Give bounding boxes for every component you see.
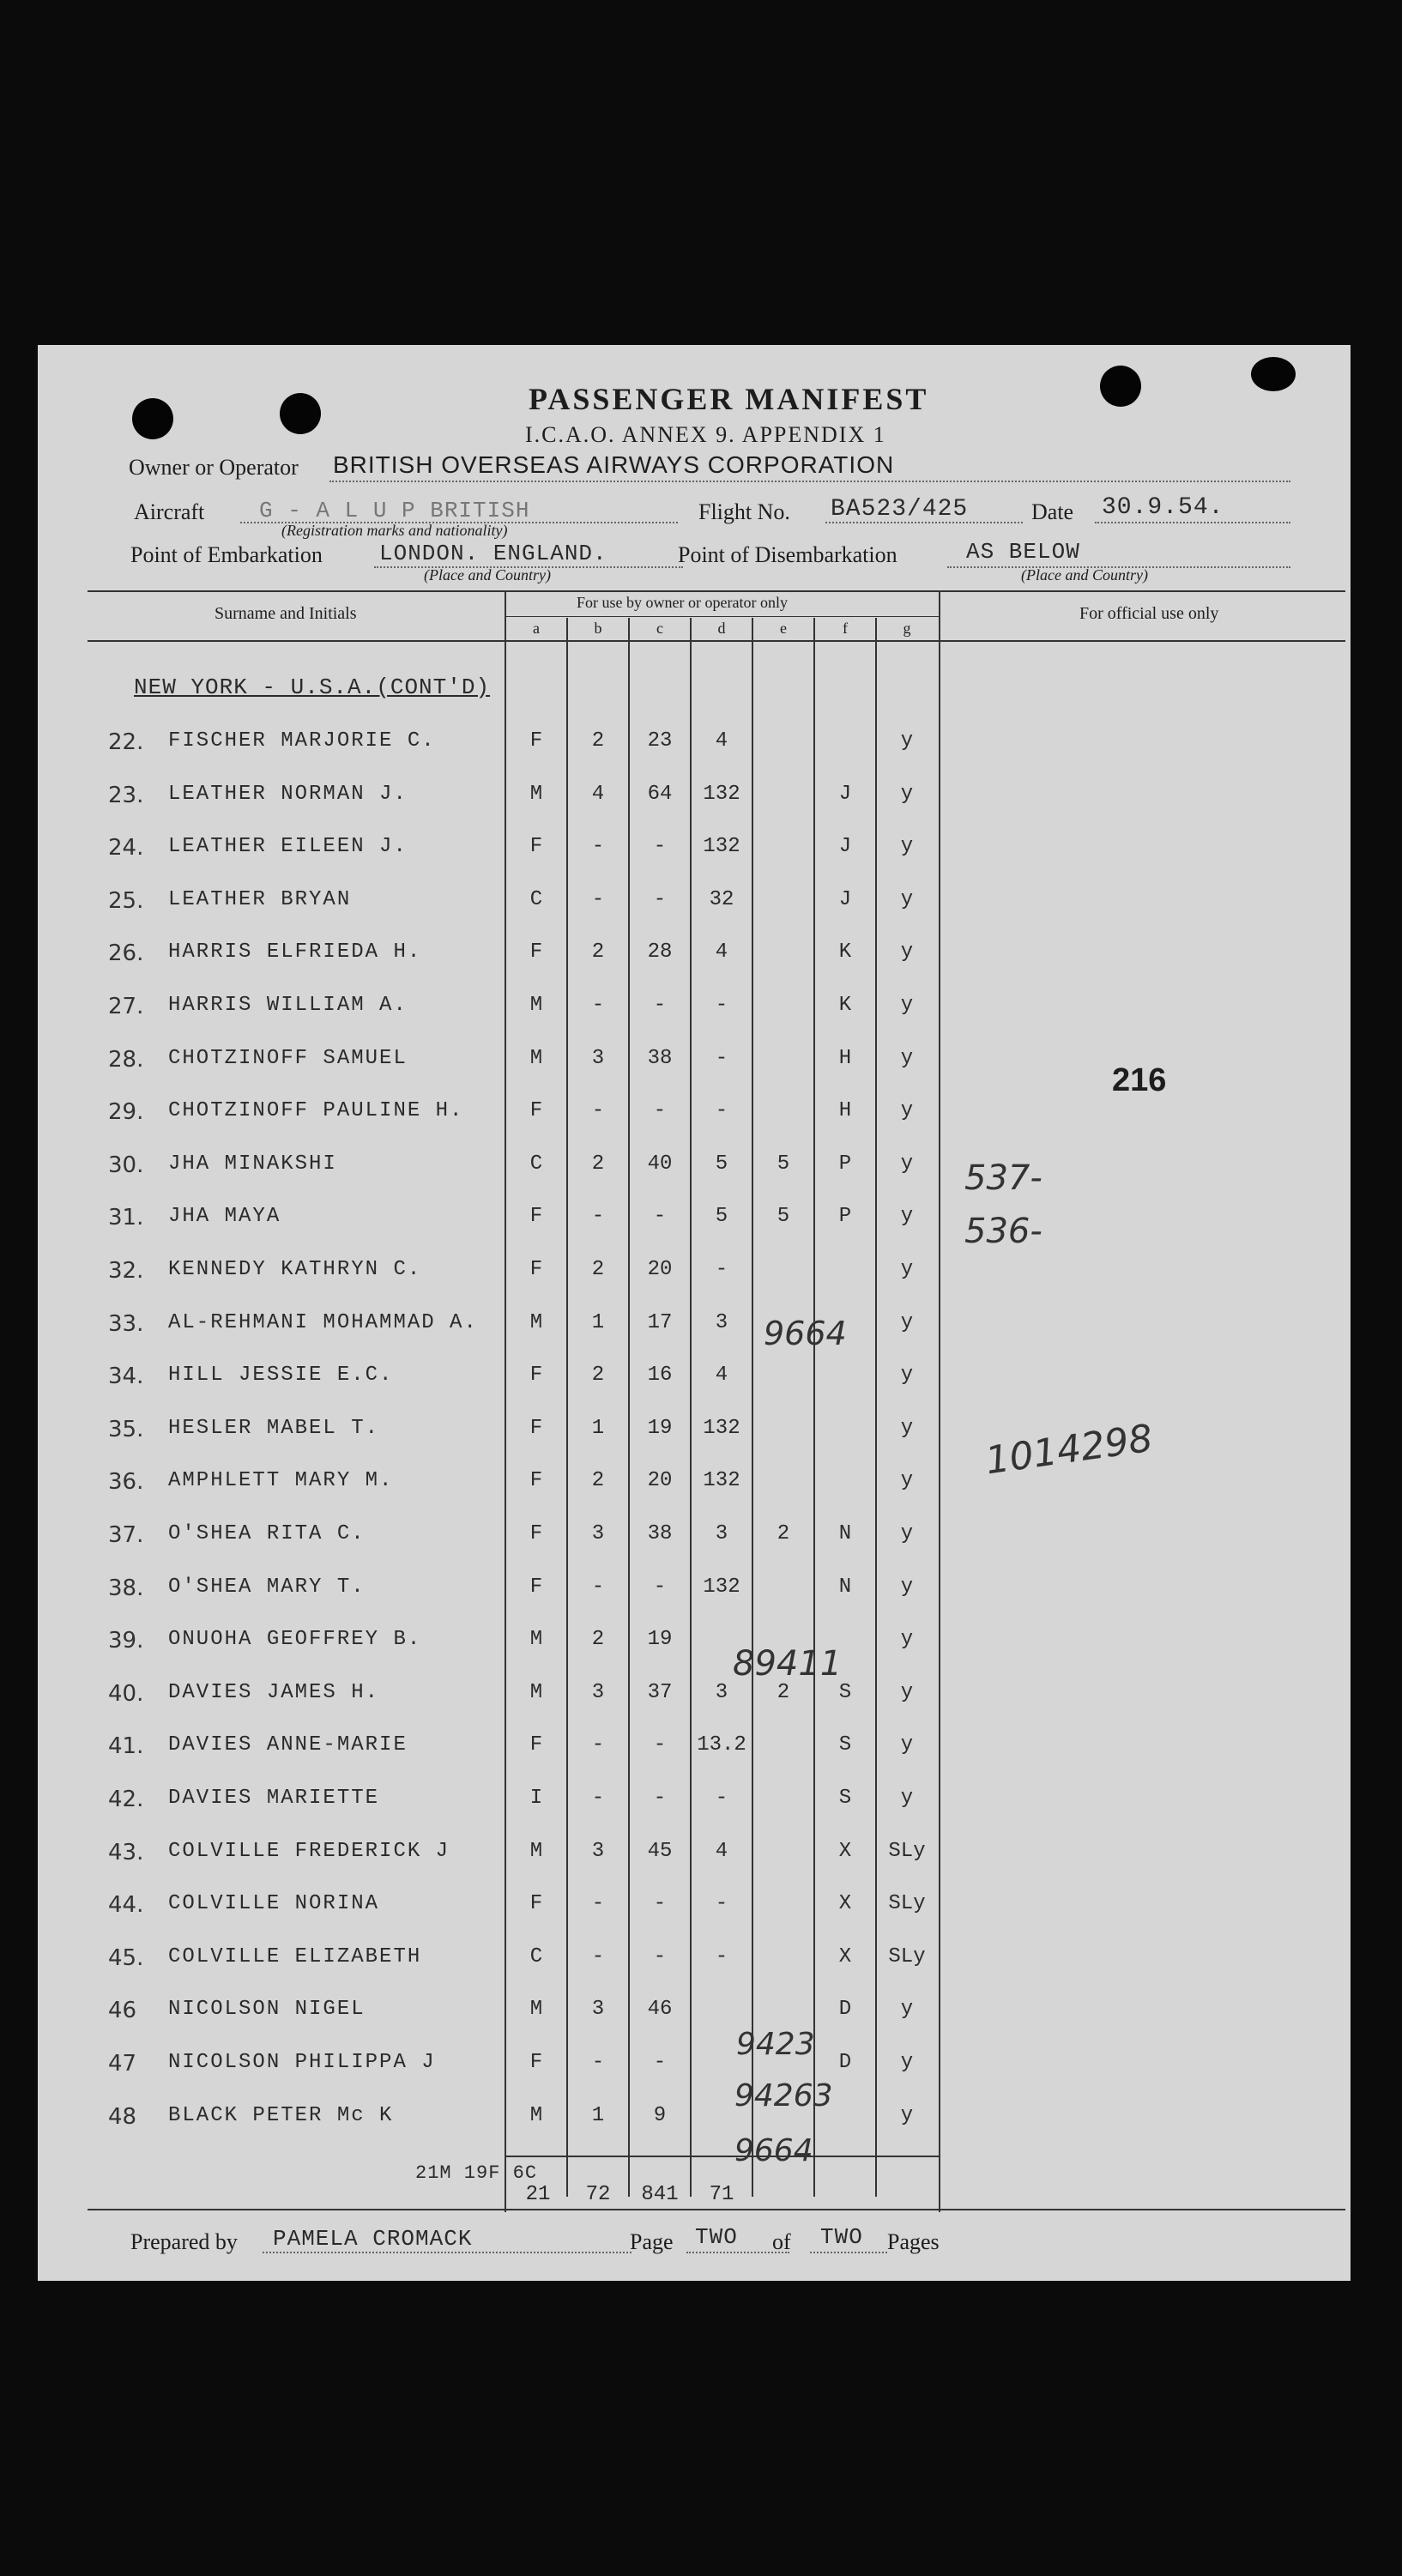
embarkation-value: LONDON. ENGLAND. — [379, 541, 607, 566]
cell-b: 3 — [591, 1046, 605, 1070]
cell-b: - — [591, 1733, 605, 1757]
cell-c: 19 — [647, 1416, 673, 1440]
row-number: 47 — [108, 2051, 137, 2077]
cell-b: - — [591, 1892, 605, 1916]
subcol-a: a — [533, 620, 540, 637]
cell-d: 3 — [715, 1680, 728, 1704]
passenger-name: O'SHEA MARY T. — [168, 1575, 366, 1599]
cell-f: D — [838, 1998, 852, 2022]
cell-d: - — [715, 1944, 728, 1968]
cell-g: y — [900, 782, 914, 806]
row-number: 30. — [108, 1152, 144, 1178]
cell-b: 2 — [591, 1364, 605, 1388]
disembarkation-line — [947, 566, 1290, 568]
passenger-name: LEATHER EILEEN J. — [168, 835, 408, 859]
cell-g: y — [900, 1575, 914, 1599]
cell-d: 4 — [715, 1364, 728, 1388]
passenger-name: COLVILLE FREDERICK J — [168, 1839, 450, 1863]
date-line — [1095, 522, 1290, 523]
cell-b: - — [591, 835, 605, 859]
cell-b: 1 — [591, 2103, 605, 2127]
total-b: 72 — [585, 2183, 611, 2206]
cell-b: 3 — [591, 1839, 605, 1863]
subcol-f: f — [843, 620, 848, 637]
subcol-b: b — [594, 620, 602, 637]
cell-e: 5 — [777, 1205, 790, 1229]
cell-g: y — [900, 1628, 914, 1652]
cell-c: 64 — [647, 782, 673, 806]
cell-d: - — [715, 1046, 728, 1070]
cell-d: - — [715, 1099, 728, 1123]
cell-a: M — [529, 1680, 543, 1704]
cell-a: M — [529, 1628, 543, 1652]
cell-a: F — [529, 1892, 543, 1916]
cell-a: F — [529, 940, 543, 964]
disembarkation-note: (Place and Country) — [1021, 566, 1148, 584]
row-number: 34. — [108, 1364, 144, 1390]
totals-summary: 21M 19F 6C — [415, 2162, 538, 2184]
cell-g: y — [900, 1733, 914, 1757]
cell-b: 2 — [591, 1628, 605, 1652]
cell-b: 3 — [591, 1522, 605, 1545]
cell-d: 132 — [703, 1575, 740, 1599]
cell-c: 17 — [647, 1310, 673, 1334]
cell-c: 46 — [647, 1998, 673, 2022]
passenger-name: NICOLSON PHILIPPA J — [168, 2051, 436, 2074]
prepared-by-label: Prepared by — [130, 2229, 238, 2254]
page-title: PASSENGER MANIFEST — [529, 382, 929, 416]
row-number: 33. — [108, 1310, 144, 1337]
owner-use-header: For use by owner or operator only — [577, 594, 788, 611]
cell-f: X — [838, 1892, 852, 1916]
page-subtitle: I.C.A.O. ANNEX 9. APPENDIX 1 — [525, 422, 886, 447]
flight-line — [825, 522, 1023, 523]
cell-e: 5 — [777, 1152, 790, 1176]
cell-d: - — [715, 1258, 728, 1281]
passenger-name: HARRIS WILLIAM A. — [168, 994, 408, 1017]
cell-c: - — [653, 1733, 667, 1757]
manifest-sheet — [38, 345, 1351, 2281]
cell-c: 19 — [647, 1628, 673, 1652]
cell-g: y — [900, 994, 914, 1017]
cell-a: I — [529, 1787, 543, 1810]
row-number: 26. — [108, 940, 144, 967]
cell-c: - — [653, 835, 667, 859]
handwritten-note-47: 94263 — [734, 2078, 833, 2113]
cell-g: SLy — [888, 1944, 926, 1968]
table-top-border — [88, 590, 1345, 592]
cell-b: 2 — [591, 1152, 605, 1176]
footer-top-border — [88, 2209, 1345, 2210]
cell-f: D — [838, 2051, 852, 2074]
cell-f: S — [838, 1733, 852, 1757]
handwritten-note-39: 89411 — [733, 1644, 843, 1684]
row-number: 43. — [108, 1839, 144, 1865]
cell-f: S — [838, 1787, 852, 1810]
embarkation-label: Point of Embarkation — [130, 542, 323, 567]
cell-b: 4 — [591, 782, 605, 806]
embarkation-note: (Place and Country) — [424, 566, 551, 584]
passenger-name: COLVILLE NORINA — [168, 1892, 380, 1916]
cell-b: - — [591, 1099, 605, 1123]
cell-g: y — [900, 1998, 914, 2022]
cell-g: y — [900, 940, 914, 964]
passenger-name: KENNEDY KATHRYN C. — [168, 1258, 422, 1281]
cell-g: SLy — [888, 1892, 926, 1916]
row-number: 32. — [108, 1258, 144, 1284]
cell-f: S — [838, 1680, 852, 1704]
cell-c: - — [653, 1892, 667, 1916]
passenger-name: BLACK PETER Mc K — [168, 2103, 394, 2127]
row-number: 38. — [108, 1575, 144, 1601]
passenger-name: HARRIS ELFRIEDA H. — [168, 940, 422, 964]
date-value: 30.9.54. — [1102, 494, 1224, 521]
cell-g: y — [900, 1680, 914, 1704]
punch-hole-1 — [132, 398, 173, 439]
punch-hole-4 — [1251, 357, 1296, 391]
table-header-border — [88, 640, 1345, 642]
row-number: 37. — [108, 1522, 144, 1548]
cell-b: 2 — [591, 940, 605, 964]
punch-hole-2 — [280, 393, 321, 434]
handwritten-note-46: 9423 — [736, 2027, 815, 2062]
cell-a: M — [529, 2103, 543, 2127]
prepared-by-value: PAMELA CROMACK — [273, 2226, 473, 2252]
cell-c: - — [653, 887, 667, 911]
cell-e: 2 — [777, 1680, 790, 1704]
owner-value: BRITISH OVERSEAS AIRWAYS CORPORATION — [333, 451, 895, 478]
handwritten-note-31: 536- — [964, 1212, 1042, 1251]
cell-c: - — [653, 1575, 667, 1599]
cell-a: M — [529, 1839, 543, 1863]
cell-f: J — [838, 835, 852, 859]
passenger-name: ONUOHA GEOFFREY B. — [168, 1628, 422, 1652]
cell-f: P — [838, 1152, 852, 1176]
passenger-name: DAVIES JAMES H. — [168, 1680, 380, 1704]
cell-b: 2 — [591, 1469, 605, 1493]
cell-d: 4 — [715, 940, 728, 964]
totals-rule — [505, 2156, 940, 2157]
row-number: 22. — [108, 729, 144, 755]
aircraft-label: Aircraft — [134, 499, 205, 524]
cell-a: F — [529, 1205, 543, 1229]
cell-f: J — [838, 887, 852, 911]
cell-c: - — [653, 1944, 667, 1968]
row-number: 41. — [108, 1733, 144, 1760]
cell-b: - — [591, 2051, 605, 2074]
row-number: 39. — [108, 1628, 144, 1654]
cell-f: P — [838, 1205, 852, 1229]
cell-f: H — [838, 1046, 852, 1070]
cell-g: y — [900, 1046, 914, 1070]
section-heading: NEW YORK - U.S.A.(CONT'D) — [134, 674, 491, 700]
cell-d: 132 — [703, 835, 740, 859]
cell-b: 1 — [591, 1310, 605, 1334]
cell-a: F — [529, 1575, 543, 1599]
cell-g: y — [900, 1787, 914, 1810]
total-c: 841 — [641, 2183, 679, 2206]
cell-a: F — [529, 1258, 543, 1281]
cell-g: y — [900, 1205, 914, 1229]
page-label: Page — [630, 2229, 674, 2254]
of-label: of — [772, 2229, 791, 2254]
cell-a: F — [529, 1364, 543, 1388]
passenger-name: COLVILLE ELIZABETH — [168, 1944, 422, 1968]
prepared-by-line — [263, 2252, 632, 2253]
cell-f: J — [838, 782, 852, 806]
cell-b: 1 — [591, 1416, 605, 1440]
cell-b: 3 — [591, 1998, 605, 2022]
cell-a: F — [529, 1469, 543, 1493]
official-number: 216 — [1112, 1062, 1167, 1098]
passenger-name: JHA MINAKSHI — [168, 1152, 337, 1176]
cell-a: C — [529, 1944, 543, 1968]
cell-a: F — [529, 1416, 543, 1440]
row-number: 25. — [108, 887, 144, 914]
passenger-name: CHOTZINOFF SAMUEL — [168, 1046, 408, 1070]
total-a: 21 — [525, 2183, 551, 2206]
cell-e: 2 — [777, 1522, 790, 1545]
cell-c: - — [653, 2051, 667, 2074]
cell-b: - — [591, 994, 605, 1017]
official-use-header: For official use only — [1079, 604, 1219, 623]
aircraft-value: G - A L U P BRITISH — [259, 498, 530, 523]
column-divider-official — [939, 590, 940, 2212]
cell-b: - — [591, 887, 605, 911]
passenger-name: HILL JESSIE E.C. — [168, 1364, 394, 1388]
cell-b: 2 — [591, 1258, 605, 1281]
passenger-name: NICOLSON NIGEL — [168, 1998, 366, 2022]
passenger-name: O'SHEA RITA C. — [168, 1522, 366, 1545]
cell-d: 132 — [703, 782, 740, 806]
cell-f: K — [838, 994, 852, 1017]
row-number: 44. — [108, 1892, 144, 1919]
cell-b: - — [591, 1944, 605, 1968]
embarkation-line — [374, 566, 683, 568]
cell-a: C — [529, 887, 543, 911]
handwritten-note-33: 9664 — [764, 1315, 847, 1352]
cell-c: - — [653, 1787, 667, 1810]
row-number: 36. — [108, 1469, 144, 1496]
row-number: 28. — [108, 1046, 144, 1073]
cell-c: 23 — [647, 729, 673, 753]
cell-d: 3 — [715, 1522, 728, 1545]
cell-g: y — [900, 1099, 914, 1123]
handwritten-note-48: 9664 — [734, 2133, 813, 2168]
cell-c: 16 — [647, 1364, 673, 1388]
cell-a: M — [529, 1310, 543, 1334]
owner-line — [329, 481, 1290, 482]
cell-a: M — [529, 1046, 543, 1070]
handwritten-note-35: 1014298 — [982, 1416, 1156, 1484]
subcol-g: g — [903, 620, 911, 637]
cell-b: - — [591, 1575, 605, 1599]
cell-d: - — [715, 1892, 728, 1916]
disembarkation-label: Point of Disembarkation — [678, 542, 897, 567]
cell-c: 28 — [647, 940, 673, 964]
cell-a: F — [529, 835, 543, 859]
cell-d: 3 — [715, 1310, 728, 1334]
owner-label: Owner or Operator — [129, 455, 299, 480]
column-divider-f — [875, 618, 877, 2197]
disembarkation-value: AS BELOW — [966, 539, 1080, 565]
cell-c: - — [653, 1099, 667, 1123]
passenger-name: CHOTZINOFF PAULINE H. — [168, 1099, 464, 1123]
cell-a: M — [529, 1998, 543, 2022]
row-number: 42. — [108, 1787, 144, 1812]
passenger-name: HESLER MABEL T. — [168, 1416, 380, 1440]
row-number: 31. — [108, 1205, 144, 1231]
cell-g: SLy — [888, 1839, 926, 1863]
passenger-name: AL-REHMANI MOHAMMAD A. — [168, 1310, 478, 1334]
cell-c: 37 — [647, 1680, 673, 1704]
cell-g: y — [900, 1258, 914, 1281]
cell-c: 38 — [647, 1046, 673, 1070]
cell-b: 3 — [591, 1680, 605, 1704]
cell-a: F — [529, 1522, 543, 1545]
cell-g: y — [900, 1469, 914, 1493]
row-number: 40. — [108, 1680, 144, 1707]
cell-d: 132 — [703, 1469, 740, 1493]
cell-d: 4 — [715, 1839, 728, 1863]
row-number: 29. — [108, 1099, 144, 1126]
subcol-d: d — [717, 620, 726, 637]
column-divider-c — [690, 618, 692, 2197]
punch-hole-3 — [1100, 366, 1141, 407]
row-number: 45. — [108, 1944, 144, 1971]
flight-label: Flight No. — [698, 499, 790, 524]
cell-g: y — [900, 1364, 914, 1388]
cell-g: y — [900, 2051, 914, 2074]
cell-g: y — [900, 1416, 914, 1440]
cell-g: y — [900, 887, 914, 911]
cell-c: - — [653, 994, 667, 1017]
column-divider-d — [752, 618, 753, 2197]
row-number: 35. — [108, 1416, 144, 1442]
cell-f: N — [838, 1575, 852, 1599]
surname-column-header: Surname and Initials — [215, 604, 357, 623]
aircraft-line — [240, 522, 678, 523]
cell-b: - — [591, 1787, 605, 1810]
cell-c: 38 — [647, 1522, 673, 1545]
cell-f: X — [838, 1839, 852, 1863]
cell-d: - — [715, 994, 728, 1017]
cell-g: y — [900, 729, 914, 753]
cell-c: 20 — [647, 1258, 673, 1281]
subcol-e: e — [780, 620, 787, 637]
cell-a: F — [529, 729, 543, 753]
cell-a: C — [529, 1152, 543, 1176]
cell-g: y — [900, 835, 914, 859]
cell-d: 4 — [715, 729, 728, 753]
cell-d: - — [715, 1787, 728, 1810]
cell-g: y — [900, 1310, 914, 1334]
subcol-header-border — [505, 616, 940, 617]
passenger-name: DAVIES MARIETTE — [168, 1787, 380, 1810]
cell-d: 32 — [709, 887, 734, 911]
pages-label: Pages — [887, 2229, 940, 2254]
passenger-name: FISCHER MARJORIE C. — [168, 729, 436, 753]
cell-f: K — [838, 940, 852, 964]
cell-f: N — [838, 1522, 852, 1545]
cell-a: M — [529, 782, 543, 806]
cell-f: H — [838, 1099, 852, 1123]
subcol-c: c — [656, 620, 663, 637]
of-value: TWO — [820, 2224, 863, 2250]
cell-a: M — [529, 994, 543, 1017]
column-divider-e — [813, 618, 815, 2197]
passenger-name: AMPHLETT MARY M. — [168, 1469, 394, 1493]
cell-f: X — [838, 1944, 852, 1968]
row-number: 24. — [108, 835, 144, 862]
cell-c: 45 — [647, 1839, 673, 1863]
column-divider-name — [505, 590, 506, 2212]
cell-b: - — [591, 1205, 605, 1229]
flight-value: BA523/425 — [831, 496, 969, 523]
cell-b: 2 — [591, 729, 605, 753]
cell-c: 20 — [647, 1469, 673, 1493]
column-divider-a — [566, 618, 568, 2197]
row-number: 48 — [108, 2103, 137, 2130]
column-divider-b — [628, 618, 630, 2197]
handwritten-note-30: 537- — [964, 1158, 1042, 1198]
page-value: TWO — [695, 2224, 738, 2250]
cell-d: 13.2 — [697, 1733, 746, 1757]
passenger-name: LEATHER NORMAN J. — [168, 782, 408, 806]
passenger-name: DAVIES ANNE-MARIE — [168, 1733, 408, 1757]
cell-d: 132 — [703, 1416, 740, 1440]
cell-g: y — [900, 1522, 914, 1545]
cell-c: 9 — [653, 2103, 667, 2127]
cell-c: - — [653, 1205, 667, 1229]
cell-a: F — [529, 2051, 543, 2074]
cell-a: F — [529, 1733, 543, 1757]
cell-g: y — [900, 1152, 914, 1176]
date-label: Date — [1031, 499, 1074, 524]
registration-note: (Registration marks and nationality) — [281, 522, 508, 539]
passenger-name: JHA MAYA — [168, 1205, 281, 1229]
passenger-name: LEATHER BRYAN — [168, 887, 352, 911]
row-number: 27. — [108, 994, 144, 1019]
of-line — [810, 2252, 887, 2253]
cell-c: 40 — [647, 1152, 673, 1176]
cell-g: y — [900, 2103, 914, 2127]
total-d: 71 — [709, 2183, 734, 2206]
row-number: 46 — [108, 1998, 137, 2024]
cell-d: 5 — [715, 1152, 728, 1176]
row-number: 23. — [108, 782, 144, 808]
cell-a: F — [529, 1099, 543, 1123]
cell-d: 5 — [715, 1205, 728, 1229]
